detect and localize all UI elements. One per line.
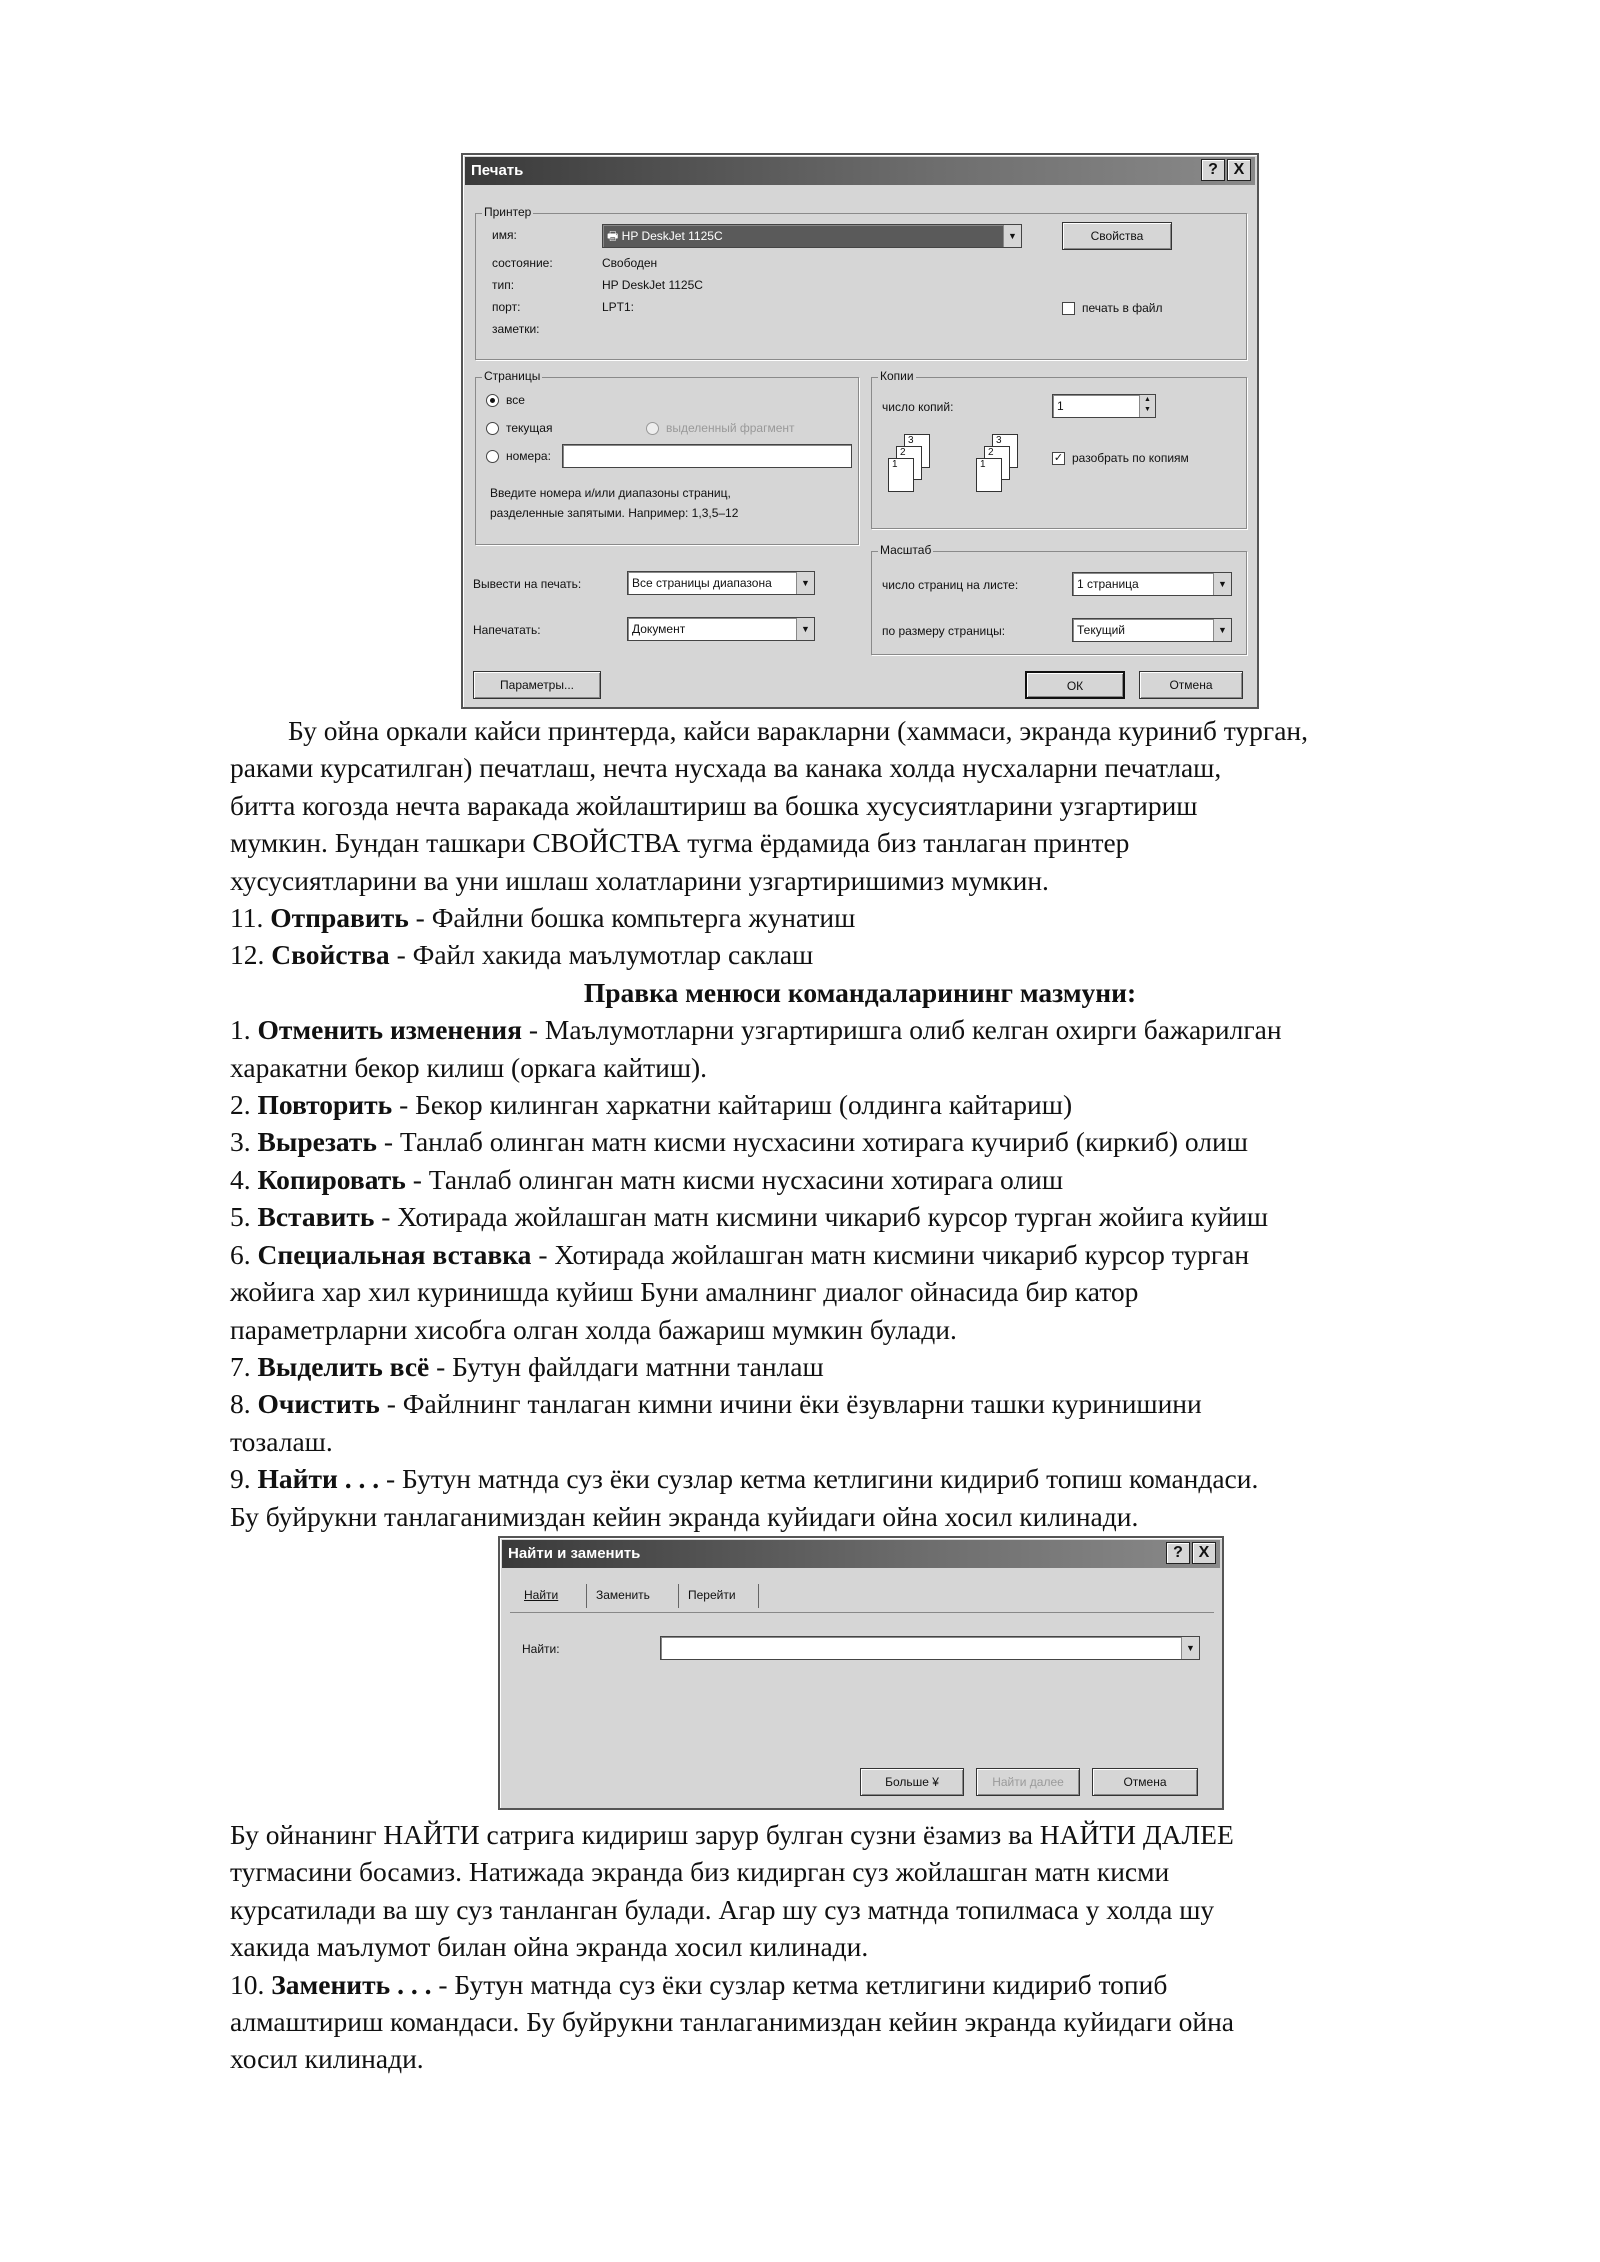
edit-item-2: 2. Повторить - Бекор килинган харкатни кайтариш (олдинга кайтариш) — [230, 1089, 1073, 1121]
list-item-11: 11. Отправить - Файлни бошка компьтерга жунатиш — [230, 902, 856, 934]
pages-per-sheet-select[interactable] — [1072, 572, 1232, 596]
properties-button[interactable]: Свойства — [1062, 222, 1172, 250]
edit-item-5: 5. Вставить - Хотирада жойлашган матн кисмини чикариб курсор турган жойига куйиш — [230, 1201, 1269, 1233]
tab-divider — [678, 1584, 679, 1608]
chevron-down-icon: ▼ — [1213, 573, 1231, 595]
edit-item-3: 3. Вырезать - Танлаб олинган матн кисми нусхасини хотирага кучириб (киркиб) олиш — [230, 1126, 1248, 1158]
printer-icon: 🖶 — [607, 229, 622, 243]
collate-label: разобрать по копиям — [1072, 451, 1189, 465]
output-label: Вывести на печать: — [473, 577, 582, 591]
printer-name-select[interactable] — [602, 224, 1022, 248]
printer-name-label: имя: — [492, 228, 517, 242]
edit-item-6-cont-1: жойига хар хил куринишда куйиш Буни амалнинг диалог ойнасида бир катор — [230, 1276, 1139, 1308]
edit-item-1-cont: харакатни бекор килиш (оркага кайтиш). — [230, 1051, 708, 1083]
page-size-select[interactable] — [1072, 618, 1232, 642]
port-label: порт: — [492, 300, 521, 314]
edit-item-8-cont: тозалаш. — [230, 1425, 333, 1457]
printer-group-title: Принтер — [484, 205, 532, 219]
pages-per-sheet-label: число страниц на листе: — [882, 578, 1019, 592]
copies-count-label: число копий: — [882, 400, 954, 414]
chevron-down-icon: ▼ — [1181, 1637, 1199, 1659]
edit-item-4: 4. Копировать - Танлаб олинган матн кисми нусхасини хотирага олиш — [230, 1163, 1064, 1195]
tab-divider — [758, 1584, 759, 1608]
pages-per-sheet-value: 1 страница — [1077, 577, 1139, 591]
find-tabs — [510, 1580, 1210, 1610]
edit-item-10: 10. Заменить . . . - Бутун матнда суз ёки сузлар кетма кетлигини кидириб топиб — [230, 1968, 1168, 2000]
printer-group — [475, 205, 1247, 360]
pages-current-radio[interactable] — [486, 422, 499, 435]
find-next-button[interactable]: Найти далее — [976, 1768, 1080, 1796]
scale-group — [871, 543, 1247, 655]
output-value: Все страницы диапазона — [632, 576, 772, 590]
pages-all-label: все — [506, 393, 525, 407]
find-dialog-title: Найти и заменить — [508, 1545, 641, 1562]
pages-numbers-label: номера: — [506, 449, 551, 463]
help-button[interactable]: ? — [1201, 159, 1225, 181]
notes-label: заметки: — [492, 322, 540, 336]
edit-item-10-cont-1: алмаштириш командаси. Бу буйрукни танлаганимиздан кейин экранда куйидаги ойна — [230, 2006, 1234, 2038]
print-what-label: Напечатать: — [473, 623, 541, 637]
close-button[interactable]: X — [1227, 159, 1251, 181]
pages-selection-label: выделенный фрагмент — [666, 421, 795, 435]
page-size-label: по размеру страницы: — [882, 624, 1006, 638]
print-to-file-checkbox[interactable] — [1062, 302, 1075, 315]
list-item-12: 12. Свойства - Файл хакида маълумотлар саклаш — [230, 939, 814, 971]
print-dialog — [461, 153, 1259, 709]
pages-current-label: текущая — [506, 421, 553, 435]
port-value: LPT1: — [602, 300, 635, 314]
close-button[interactable]: X — [1192, 1542, 1216, 1564]
para-2-line-3: курсатилади ва шу суз танланган булади. Агар шу суз матнда топилмаса у холда шу — [230, 1893, 1215, 1925]
cancel-button[interactable]: Отмена — [1092, 1768, 1198, 1796]
more-button[interactable]: Больше ¥ — [860, 1768, 964, 1796]
copies-count-stepper[interactable] — [1052, 394, 1156, 418]
status-label: состояние: — [492, 256, 553, 270]
scale-group-title: Масштаб — [880, 543, 932, 557]
para-2-line-2: тугмасини босамиз. Натижада экранда биз кидирган суз жойлашган матн кисми — [230, 1856, 1170, 1888]
para-1-line-3: битта когозда нечта варакада жойлаштириш ва бошка хусусиятларини узгартириш — [230, 789, 1198, 821]
find-dialog-titlebar — [502, 1540, 1220, 1568]
print-what-value: Документ — [632, 622, 686, 636]
print-what-select[interactable] — [627, 617, 815, 641]
page-size-value: Текущий — [1077, 623, 1125, 637]
printer-name-value: HP DeskJet 1125C — [621, 229, 723, 243]
print-dialog-titlebar — [465, 157, 1255, 185]
edit-item-6-cont-2: параметрларни хисобга олган холда бажариш мумкин булади. — [230, 1313, 957, 1345]
para-1-line-5: хусусиятларини ва уни ишлаш холатларини узгартиришимиз мумкин. — [230, 864, 1049, 896]
pages-numbers-radio[interactable] — [486, 450, 499, 463]
edit-item-8: 8. Очистить - Файлнинг танлаган кимни ичини ёки ёзувларни ташки куринишини — [230, 1388, 1202, 1420]
output-select[interactable] — [627, 571, 815, 595]
type-value: HP DeskJet 1125C — [602, 278, 703, 292]
type-label: тип: — [492, 278, 515, 292]
chevron-down-icon: ▼ — [796, 572, 814, 594]
print-to-file-label: печать в файл — [1082, 301, 1163, 315]
find-label: Найти: — [522, 1642, 560, 1656]
print-dialog-title: Печать — [471, 162, 524, 179]
pages-numbers-input[interactable] — [562, 444, 852, 468]
text-block-2 — [230, 1816, 1520, 2078]
para-1-line-4: мумкин. Бундан ташкари СВОЙСТВА тугма ёрдамида биз танлаган принтер — [230, 827, 1130, 859]
pages-group-title: Страницы — [484, 369, 541, 383]
tab-find[interactable]: Найти — [524, 1588, 559, 1602]
edit-item-9-cont: Бу буйрукни танлаганимиздан кейин экранда куйидаги ойна хосил килинади. — [230, 1500, 1139, 1532]
copies-group — [871, 369, 1247, 529]
chevron-down-icon: ▼ — [1213, 619, 1231, 641]
pages-hint-line-1: Введите номера и/или диапазоны страниц, — [490, 486, 731, 500]
pages-all-radio[interactable] — [486, 394, 499, 407]
tab-goto[interactable]: Перейти — [688, 1588, 736, 1602]
pages-selection-radio[interactable] — [646, 422, 659, 435]
edit-item-6: 6. Специальная вставка - Хотирада жойлашган матн кисмини чикариб курсор турган — [230, 1238, 1250, 1270]
ok-button[interactable]: ОК — [1025, 671, 1125, 699]
para-2-line-1: Бу ойнанинг НАЙТИ сатрига кидириш зарур булган сузни ёзамиз ва НАЙТИ ДАЛЕЕ — [230, 1819, 1234, 1850]
pages-group — [475, 369, 859, 545]
copies-count-value: 1 — [1057, 399, 1064, 413]
status-value: Свободен — [602, 256, 658, 270]
tab-panel-border — [510, 1612, 1214, 1613]
pages-hint-line-2: разделенные запятыми. Например: 1,3,5–12 — [490, 506, 739, 520]
find-dialog — [498, 1536, 1224, 1810]
chevron-down-icon: ▼ — [796, 618, 814, 640]
spin-arrows-icon: ▲ ▼ — [1139, 395, 1155, 417]
help-button[interactable]: ? — [1166, 1542, 1190, 1564]
text-block-1 — [230, 712, 1520, 1535]
collate-checkbox[interactable]: ✓ — [1053, 452, 1064, 464]
para-2-line-4: хакида маълумот билан ойна экранда хосил килинади. — [230, 1931, 869, 1963]
find-input[interactable] — [660, 1636, 1200, 1660]
edit-item-9: 9. Найти . . . - Бутун матнда суз ёки сузлар кетма кетлигини кидириб топиш командаси. — [230, 1463, 1259, 1495]
edit-item-10-cont-2: хосил килинади. — [230, 2043, 424, 2075]
section-heading: Правка менюси командаларининг мазмуни: — [583, 976, 1137, 1008]
cancel-button[interactable]: Отмена — [1139, 671, 1243, 699]
edit-item-7: 7. Выделить всё - Бутун файлдаги матнни танлаш — [230, 1350, 824, 1382]
para-1-line-2: раками курсатилган) печатлаш, нечта нусхада ва канака холда нусхаларни печатлаш, — [230, 752, 1222, 784]
tab-divider — [586, 1584, 587, 1608]
copies-group-title: Копии — [880, 369, 914, 383]
tab-replace[interactable]: Заменить — [596, 1588, 650, 1602]
chevron-down-icon: ▼ — [1003, 225, 1021, 247]
options-button[interactable]: Параметры... — [473, 671, 601, 699]
para-1-line-1: Бу ойна оркали кайси принтерда, кайси варакларни (хаммаси, экранда куриниб турган, — [288, 715, 1308, 746]
collate-pages-icon: 3 2 1 3 2 1 — [886, 434, 1066, 514]
edit-item-1: 1. Отменить изменения - Маълумотларни узгартиришга олиб келган охирги бажарилган — [230, 1014, 1282, 1046]
